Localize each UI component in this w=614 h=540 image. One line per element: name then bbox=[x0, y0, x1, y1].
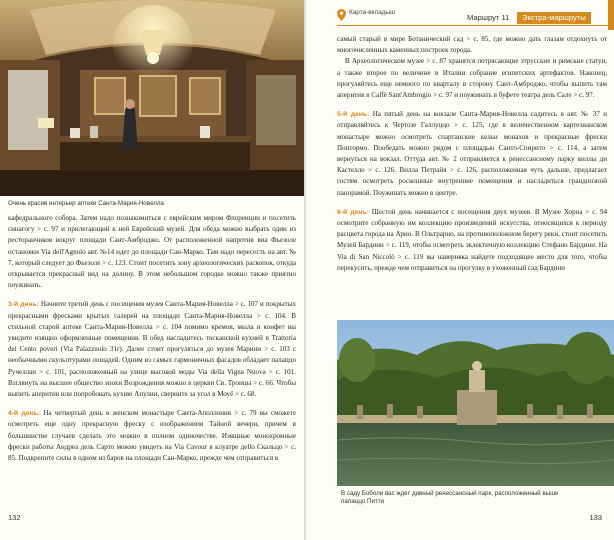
route-label: Маршрут 11 bbox=[467, 13, 510, 22]
map-label: Карта-вкладыш bbox=[349, 9, 396, 16]
right-page bbox=[307, 0, 614, 540]
paragraph-day6 bbox=[337, 207, 607, 274]
boboli-garden-photo bbox=[337, 320, 614, 486]
paragraph-text: На четвертый день в женском монастыре Санта-Аполлония > с. 79 вы сможете осмотреть еще одну прекрасную фреску с изображением Тайной вечери, причем в большинстве случаев сделать это можно в полном одиночестве. Изящные монохромные фрески работы Андреа дель Сарто можно увидеть на Via Cavour в клуатре дello Скальцо > с. 85. Подкрепите силы в одном из баров на площади Сан-Марко, прежде чем отправиться в bbox=[8, 409, 296, 463]
page-number: 132 bbox=[8, 513, 21, 522]
paragraph-day5 bbox=[337, 109, 607, 199]
paragraph-text: Шестой день начинается с посещения двух музеев. В Музее Хорна > с. 94 осмотрите собранную им коллекцию произведений искусства, относящихся к периоду расцвета города на Арно. В Ольтрарно, на противоположном берегу реки, стоит посетить Музей Бардини > с. 119, чтобы осмотреть эклектичную коллекцию Стефано Бардини. На Via di San Niccolò > с. 119 вы наверняка найдете подходящее место для того, чтобы перекусить, прежде чем отправиться на прогулку в ухоженный сад Бардини bbox=[337, 207, 607, 272]
day-label: 4-й день: bbox=[8, 410, 41, 418]
pharmacy-interior-photo bbox=[0, 0, 306, 196]
paragraph-day3 bbox=[8, 299, 296, 400]
day-label: 6-й день: bbox=[337, 208, 369, 216]
section-badge: Экстра-маршруты bbox=[517, 12, 591, 24]
day-label: 3-й день: bbox=[8, 301, 39, 309]
right-body-text bbox=[337, 34, 607, 274]
day-label: 5-й день: bbox=[337, 111, 370, 119]
left-page bbox=[0, 0, 306, 540]
paragraph: самый старый в мире Ботанический сад > с. 85, где можно дать глазам отдохнуть от многочисленных каменных построек города. bbox=[337, 35, 607, 55]
paragraph-text: На пятый день на вокзале Санта-Мария-Новелла садитесь в авт. № 37 и отправляйтесь к Чертозе Галлуццо > с. 125, где в величественном картезианском монастыре можно осмотреть спартанские кельи монахов и прекрасные фрески Понтормо. Пообедать можно рядом с площадью Санто-Спирито > с. 114, а затем вернуться на вокзал. Оттуда авт. № 2 отправляется к ренессансному парку виллы ди Кастелло > с. 126. Вилла Петрайя > с. 126, расположенная чуть дальше, предлагает гостям осмотреть роскошные внутренние помещения и насладиться грандиозной панорамой. Поужинать можно в центре. bbox=[337, 110, 607, 197]
photo-caption: В саду Боболи вас ждет дивный ренессансный парк, расположенный выше палаццо Питти bbox=[341, 490, 559, 505]
page-number: 133 bbox=[589, 513, 602, 522]
paragraph-text: Начните третий день с посещения музея Санта-Мария-Новелла > с. 107 и покрытых прекрасными фресками крытых галерей на площади Санта-Мария-Новелла > с. 104. В стильной старой аптеке Санта-Мария-Новелла > с. 104 помимо кремов, мыла и конфет вы увидите изящно оформленные помещения. В обед насладитесь тосканской кухней в Trattoria dei Cento poveri (Via Palazzuolo 31r). Далее стоит прогуляться до музея Марини > с. 103 с необычными скульптурами лошадей. Одним из самых гармоничных фасадов обладает палаццо Ручеллаи > с. 101, расположенный на улице высокой моды Via della Vigna Nuova > с. 101. Взглянуть на высшее общество эпохи Возрождения можно в церкви Св. Троицы > с. 66. Чтобы выпить аперитив или попробовать кухню Апулии, сверните за угол в Моуё > с. 68. bbox=[8, 300, 296, 399]
paragraph: кафедрального собора. Затем надо познакомиться с еврейским миром Флоренции и посетить синагогу > с. 97 и прилегающий к ней Еврейский музей. Для обеда можно выбрать один из ресторанчиков вокруг площади Сант-Амброджо. От расположенной напротив виа Фьезоле остановки Via dell'Agnolo авт. №14 идет до площади Сан-Марко. Там надо пересесть на авт. № 7, который следует до Фьезоле > с. 123. Стоит посетить зону археологических раскопок, откуда открывается прекрасный вид на долину. В этом небольшом городке можно также приятно поужинать. bbox=[8, 214, 296, 290]
running-header bbox=[307, 0, 614, 30]
paragraph: В Археологическом музее > с. 87 хранятся потрясающие этрусские и римские статуи, а также второе по величине в Италии собрание египетских артефактов. Наконец, прогуляйтесь еще немного по кварталу в сторону Сант-Амброджо, чтобы выпить там аперитив в Caffè Sant'Ambrogio > с. 97 и поужинать в буфете театра дель Сале > с. 97. bbox=[337, 57, 607, 100]
photo-caption: Очень красив интерьер аптеки Санта-Мария-Новелла bbox=[8, 200, 164, 207]
map-pin-icon bbox=[337, 9, 346, 21]
paragraph-day4 bbox=[8, 408, 296, 464]
left-body-text bbox=[8, 213, 296, 464]
thumb-tab bbox=[608, 0, 614, 30]
header-rule bbox=[337, 25, 614, 26]
